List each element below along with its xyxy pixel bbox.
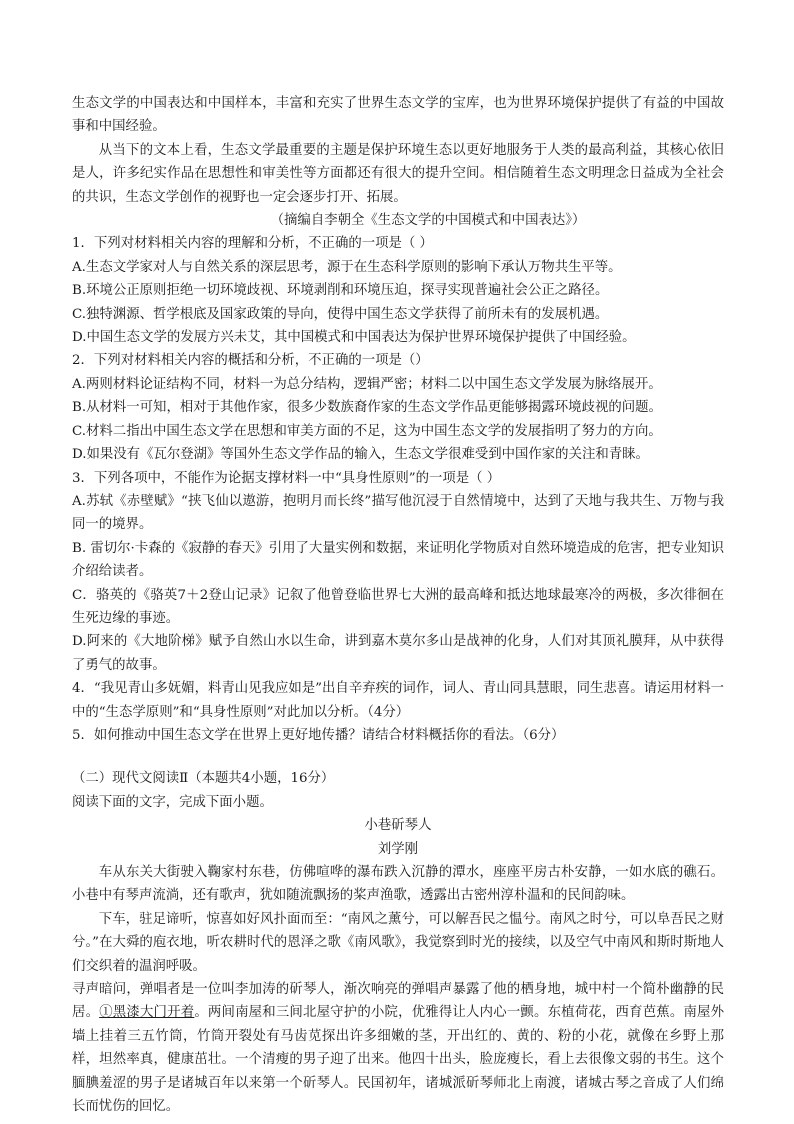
- story-paragraph-3-rest: 。两间南屋和三间北屋守护的小院，优雅得让人内心一颤。东植荷花，西育芭蕉。南屋外墙上挂着三五竹筒，竹筒开裂处有马齿苋探出许多细嫩的茎，开出红的、黄的、粉的小花，就像在乡野上那样，坦然率真，健康茁壮。一个清瘦的男子迎了出来。他四十出头，脸庞瘦长，看上去很像文弱的书生。这个腼腆羞涩的男子是诸城百年以来第一个斫琴人。民国初年，诸城派斫琴师北上南渡，诸城古琴之音成了人们绵长而忧伤的回忆。: [72, 1005, 725, 1115]
- story-paragraph-2: 下车，驻足谛听，惊喜如好风扑面而至：“南风之薰兮，可以解吾民之愠兮。南风之时兮，可以阜吾民之财兮。”在大舜的庖衣地，听农耕时代的恩泽之歌《南风歌》，我觉察到时光的接续，以及空气中南风和斯时斯地人们交织着的温润呼吸。: [72, 911, 724, 974]
- question-1-option-c: C.独特渊源、哲学根底及国家政策的导向，使得中国生态文学获得了前所未有的发展机遇。: [72, 306, 609, 322]
- paragraph-1: 生态文学的中国表达和中国样本，丰富和充实了世界生态文学的宝库，也为世界环境保护提供了有益的中国故事和中国经验。: [72, 96, 724, 135]
- question-2-stem: 2．下列对材料相关内容的概括和分析，不正确的一项是（）: [72, 353, 429, 369]
- question-3-option-a: A.苏轼《赤壁赋》“挟飞仙以遨游，抱明月而长终”描写他沉浸于自然情境中，达到了天地与我共生、万物与我同一的境界。: [72, 493, 724, 533]
- source-citation: （摘编自李朝全《生态文学的中国模式和中国表达》）: [270, 213, 586, 229]
- story-paragraph-3: [72, 978, 724, 1118]
- underlined-sentence-1: ①黑漆大门开着: [99, 1005, 195, 1021]
- paragraph-2: 从当下的文本上看，生态文学最重要的主题是保护环境生态以更好地服务于人类的最高利益，其核心依旧是人，许多纪实作品在思想性和审美性等方面都还有很大的提升空间。相信随着生态文明理念日益成为全社会的共识，生态文学创作的视野也一定会逐步打开、拓展。: [72, 142, 724, 205]
- question-2-option-b: B.从材料一可知，相对于其他作家，很多少数族裔作家的生态文学作品更能够揭露环境歧视的问题。: [72, 400, 662, 416]
- document-page: [72, 92, 724, 1118]
- question-1-option-a: A.生态文学家对人与自然关系的深层思考，源于在生态科学原则的影响下承认万物共生平等。: [72, 259, 622, 275]
- question-5: 5．如何推动中国生态文学在世界上更好地传播？请结合材料概括你的看法。（6分）: [72, 727, 565, 743]
- question-3-stem: 3．下列各项中，不能作为论据支撑材料一中“具身性原则”的一项是（ ）: [72, 470, 501, 486]
- story-paragraph-3-start: 寻声暗问，弹唱者是一位叫李加涛的斫琴人，渐次响亮的弹唱声暴露了他的栖身地，城中村一个简朴幽静的民居。: [72, 982, 724, 1021]
- question-3-option-b: B. 雷切尔·卡森的《寂静的春天》引用了大量实例和数据，来证明化学物质对自然环境造成的危害，把专业知识介绍给读者。: [72, 540, 724, 580]
- story-author: 刘学刚: [377, 841, 419, 857]
- question-2-option-c: C.材料二指出中国生态文学在思想和审美方面的不足，这为中国生态文学的发展指明了努力的方向。: [72, 423, 662, 439]
- instruction: 阅读下面的文字，完成下面小题。: [72, 794, 273, 810]
- section-heading: （二）现代文阅读Ⅱ（本题共4小题，16分）: [72, 771, 335, 787]
- question-1-option-b: B.环境公正原则拒绝一切环境歧视、环境剥削和环境压迫，探寻实现普遍社会公正之路径。: [72, 283, 609, 299]
- question-4: 4．“我见青山多妩媚，料青山见我应如是”出自辛弃疾的词作，词人、青山同具慧眼，同生悲喜。请运用材料一中的“生态学原则”和“具身性原则”对此加以分析。（4分）: [72, 681, 724, 720]
- question-1-option-d: D.中国生态文学的发展方兴未艾，其中国模式和中国表达为保护世界环境保护提供了中国经验。: [72, 330, 636, 346]
- question-1-stem: 1．下列对材料相关内容的理解和分析，不正确的一项是（ ）: [72, 236, 433, 252]
- story-paragraph-1: 车从东关大街驶入鞠家村东巷，仿佛喧哗的瀑布跌入沉静的潭水，座座平房古朴安静，一如水底的礁石。小巷中有琴声流淌，还有歌声，犹如随流飘扬的桨声渔歌，透露出古密州淳朴温和的民间韵味。: [72, 865, 724, 904]
- question-3-option-d: D.阿来的《大地阶梯》赋予自然山水以生命，讲到嘉木莫尔多山是战神的化身，人们对其顶礼膜拜，从中获得了勇气的故事。: [72, 634, 724, 673]
- question-2-option-d: D.如果没有《瓦尔登湖》等国外生态文学作品的输入，生态文学很难受到中国作家的关注和青睐。: [72, 447, 649, 463]
- story-title: 小巷斫琴人: [364, 818, 432, 834]
- question-3-option-c: C．骆英的《骆英7＋2登山记录》记叙了他曾登临世界七大洲的最高峰和抵达地球最寒冷的两极，多次徘徊在生死边缘的事迹。: [72, 587, 724, 626]
- question-2-option-a: A.两则材料论证结构不同，材料一为总分结构，逻辑严密；材料二以中国生态文学发展为脉络展开。: [72, 376, 662, 392]
